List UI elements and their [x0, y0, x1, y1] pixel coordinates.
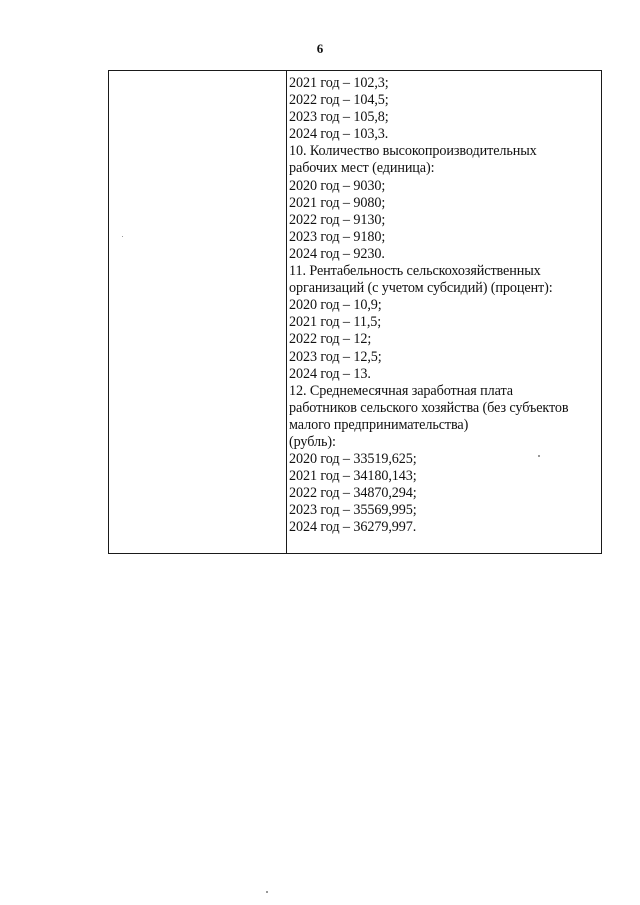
scan-speck — [538, 455, 540, 457]
table-left-cell — [109, 71, 287, 553]
text-line: 2021 год – 11,5; — [289, 314, 382, 331]
text-line: (рубль): — [289, 433, 336, 450]
text-line: 2021 год – 9080; — [289, 194, 386, 211]
text-line: 2022 год – 12; — [289, 331, 372, 348]
text-line: 2023 год – 35569,995; — [289, 502, 417, 519]
text-line: 2021 год – 34180,143; — [289, 468, 417, 485]
text-line: 2022 год – 9130; — [289, 211, 386, 228]
text-line: 2020 год – 9030; — [289, 177, 386, 194]
text-line: 2024 год – 13. — [289, 365, 371, 382]
scan-speck — [266, 891, 268, 893]
text-line: организаций (с учетом субсидий) (процент): — [289, 280, 553, 297]
text-line: 2022 год – 104,5; — [289, 92, 389, 109]
page-number: 6 — [316, 41, 324, 56]
text-line: малого предпринимательства) — [289, 416, 469, 433]
text-line: рабочих мест (единица): — [289, 160, 435, 177]
text-line: 2023 год – 9180; — [289, 228, 386, 245]
document-table — [108, 70, 602, 554]
text-line: 2023 год – 105,8; — [289, 109, 389, 126]
text-line: работников сельского хозяйства (без субъектов — [289, 399, 569, 416]
text-line: 2022 год – 34870,294; — [289, 485, 417, 502]
text-line: 11. Рентабельность сельскохозяйственных — [289, 263, 541, 280]
text-line: 2021 год – 102,3; — [289, 75, 389, 91]
text-line: 2020 год – 33519,625; — [289, 451, 417, 468]
text-line: 12. Среднемесячная заработная плата — [289, 382, 513, 399]
text-line: 2024 год – 36279,997. — [289, 519, 417, 536]
table-right-cell — [287, 71, 601, 553]
scan-speck — [122, 236, 123, 237]
text-line: 10. Количество высокопроизводительных — [289, 143, 537, 160]
text-line: 2020 год – 10,9; — [289, 297, 382, 314]
text-line: 2024 год – 103,3. — [289, 126, 389, 143]
text-line: 2023 год – 12,5; — [289, 348, 382, 365]
text-line: 2024 год – 9230. — [289, 245, 385, 262]
